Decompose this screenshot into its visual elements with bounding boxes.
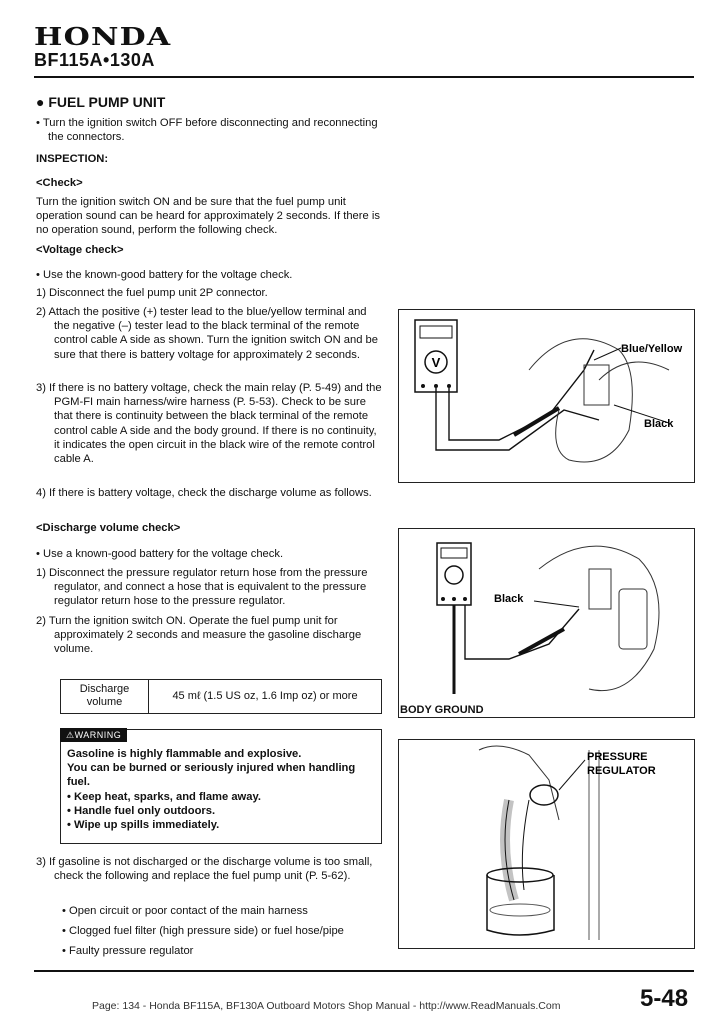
spec-label: Discharge volume	[61, 680, 149, 713]
discharge-check-illustration	[399, 740, 693, 947]
discharge-heading: <Discharge volume check>	[36, 522, 181, 534]
final-step-3: 3) If gasoline is not discharged or the discharge volume is too small, check the following and replace the fuel pump unit (P. 5-62).	[36, 856, 373, 883]
voltage-step-2: 2) Attach the positive (+) tester lead to the blue/yellow terminal and the negative (–) tester lead to the black terminal of the remote control cable A side as shown. Turn the ignition switch ON and be sure that there is battery voltage for approximately 2 seconds.	[36, 306, 378, 361]
warning-box	[60, 729, 382, 844]
voltage-check-illustration	[399, 310, 693, 481]
header-divider	[34, 76, 694, 78]
spec-value: 45 mℓ (1.5 US oz, 1.6 Imp oz) or more	[172, 690, 358, 702]
discharge-step-2: 2) Turn the ignition switch ON. Operate the fuel pump unit for approximately 2 seconds and measure the gasoline discharge volume.	[36, 615, 362, 656]
warning-line-1: Gasoline is highly flammable and explosive.	[67, 748, 302, 760]
intro-note: • Turn the ignition switch OFF before disconnecting and reconnecting the connectors.	[36, 117, 378, 144]
voltage-heading: <Voltage check>	[36, 244, 124, 256]
warning-line-2: You can be burned or seriously injured when handling fuel.	[67, 762, 356, 789]
label-pressure: PRESSURE	[587, 751, 648, 763]
ground-check-illustration	[399, 529, 693, 716]
discharge-step-1: 1) Disconnect the pressure regulator return hose from the pressure regulator, and connect a hose that is equivalent to the pressure regulator return hose to the pressure regulator.	[36, 567, 368, 608]
cause-1: • Open circuit or poor contact of the main harness	[62, 905, 308, 917]
cause-2: • Clogged fuel filter (high pressure side) or fuel hose/pipe	[62, 925, 344, 937]
label-regulator: REGULATOR	[587, 765, 656, 777]
warning-bullet-1: • Keep heat, sparks, and flame away.	[67, 790, 261, 803]
warning-bullet-3: • Wipe up spills immediately.	[67, 819, 220, 832]
label-black: Black	[644, 418, 674, 430]
meter-symbol: V	[431, 355, 441, 370]
voltage-bullet: • Use the known-good battery for the voltage check.	[36, 269, 293, 281]
label-blue-yellow: Blue/Yellow	[621, 343, 683, 355]
section-title: ● FUEL PUMP UNIT	[36, 94, 166, 110]
figure-voltage-check	[398, 309, 695, 483]
figure-discharge-check	[398, 739, 695, 949]
check-heading: <Check>	[36, 177, 83, 189]
warning-bullet-2: • Handle fuel only outdoors.	[67, 804, 216, 817]
model-title: BF115A•130A	[34, 50, 155, 70]
label-black-ground: Black	[494, 593, 524, 605]
body-ground-caption: BODY GROUND	[400, 704, 484, 716]
footer-divider	[34, 970, 694, 972]
page-number: 5-48	[640, 985, 689, 1012]
footer-text: Page: 134 - Honda BF115A, BF130A Outboard Motors Shop Manual - http://www.ReadManuals.Com	[92, 1000, 561, 1012]
discharge-spec-table	[60, 679, 382, 714]
voltage-step-4: 4) If there is battery voltage, check the discharge volume as follows.	[36, 487, 372, 499]
inspection-heading: INSPECTION:	[36, 153, 109, 165]
figure-ground-check	[398, 528, 695, 718]
cause-3: • Faulty pressure regulator	[62, 945, 194, 957]
check-text: Turn the ignition switch ON and be sure that the fuel pump unit operation sound can be heard for approximately 2 seconds. If there is no operation sound, perform the following check.	[36, 196, 380, 237]
warning-tag: ⚠WARNING	[60, 728, 127, 742]
brand-logo: HONDA	[34, 22, 172, 51]
voltage-step-1: 1) Disconnect the fuel pump unit 2P connector.	[36, 287, 268, 299]
voltage-step-3: 3) If there is no battery voltage, check the main relay (P. 5-49) and the PGM-FI main harness/wire harness (P. 5-53). Check to be sure that there is continuity between the black terminal of the remote control cable A side and the body ground. If there is no continuity, it indicates the open circuit in the black wire of the remote control cable A.	[36, 382, 382, 466]
discharge-bullet: • Use a known-good battery for the voltage check.	[36, 548, 284, 560]
